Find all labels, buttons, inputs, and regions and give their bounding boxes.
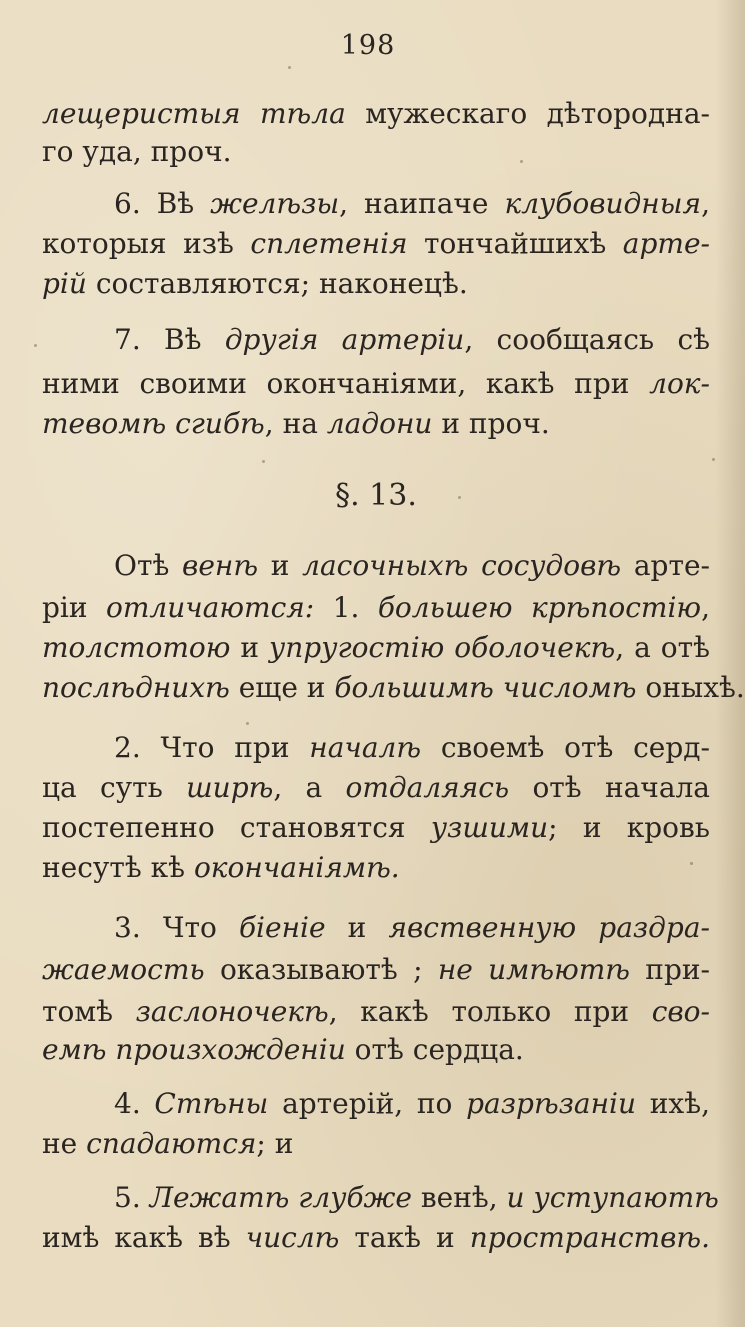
text-line: ца суть ширѣ, а отдаляясь отѣ начала bbox=[42, 771, 710, 804]
text-line: 4. Стѣны артерій, по разрѣзаніи ихѣ, bbox=[114, 1087, 710, 1120]
text-line: рій составляются; наконецѣ. bbox=[42, 267, 468, 300]
text-line: послѣднихѣ еще и большимѣ числомѣ оныхѣ. bbox=[42, 671, 745, 704]
text-line: емѣ произхожденіи отѣ сердца. bbox=[42, 1033, 524, 1066]
text-line: имѣ какѣ вѣ числѣ такѣ и пространствѣ. bbox=[42, 1221, 710, 1254]
text-line: ріи отличаются: 1. большею крѣпостію, bbox=[42, 591, 710, 624]
text-line: не спадаются; и bbox=[42, 1127, 294, 1160]
text-line: 2. Что при началѣ своемѣ отѣ серд- bbox=[114, 731, 710, 764]
paper-speck bbox=[520, 160, 523, 163]
text-line: постепенно становятся узшими; и кровь bbox=[42, 811, 711, 844]
text-line: го уда, проч. bbox=[42, 135, 232, 168]
text-line: которыя изѣ сплетенія тончайшихѣ арте- bbox=[42, 227, 710, 260]
paper-speck bbox=[34, 344, 37, 347]
text-line: 5. Лежатѣ глубже венѣ, и уступаютѣ bbox=[114, 1181, 719, 1214]
text-line: несутѣ кѣ окончаніямѣ. bbox=[42, 851, 400, 884]
paper-speck bbox=[288, 66, 291, 69]
text-line: 7. Вѣ другія артеріи, сообщаясь сѣ bbox=[114, 323, 711, 356]
paper-speck bbox=[712, 458, 715, 461]
paper-speck bbox=[458, 496, 461, 499]
paper-speck bbox=[262, 460, 265, 463]
text-line: толстотою и упругостію оболочекѣ, а отѣ bbox=[42, 631, 711, 664]
section-heading: §. 13. bbox=[335, 478, 417, 513]
text-line: жаемость оказываютѣ ; не имѣютѣ при- bbox=[42, 953, 711, 986]
paper-speck bbox=[690, 862, 693, 865]
text-line: лещеристыя тѣла мужескаго дѣтородна- bbox=[42, 97, 710, 130]
text-line: ними своими окончаніями, какѣ при лок- bbox=[42, 367, 710, 400]
paper-speck bbox=[246, 722, 249, 725]
text-line: Отѣ венѣ и ласочныхѣ сосудовѣ арте- bbox=[114, 549, 710, 582]
page-number: 198 bbox=[340, 30, 396, 61]
text-line: томѣ заслоночекѣ, какѣ только при сво- bbox=[42, 995, 710, 1028]
text-line: тевомѣ сгибѣ, на ладони и проч. bbox=[42, 407, 550, 440]
text-line: 3. Что біеніе и явственную раздра- bbox=[114, 911, 710, 944]
text-line: 6. Вѣ желѣзы, наипаче клубовидныя, bbox=[114, 187, 710, 220]
